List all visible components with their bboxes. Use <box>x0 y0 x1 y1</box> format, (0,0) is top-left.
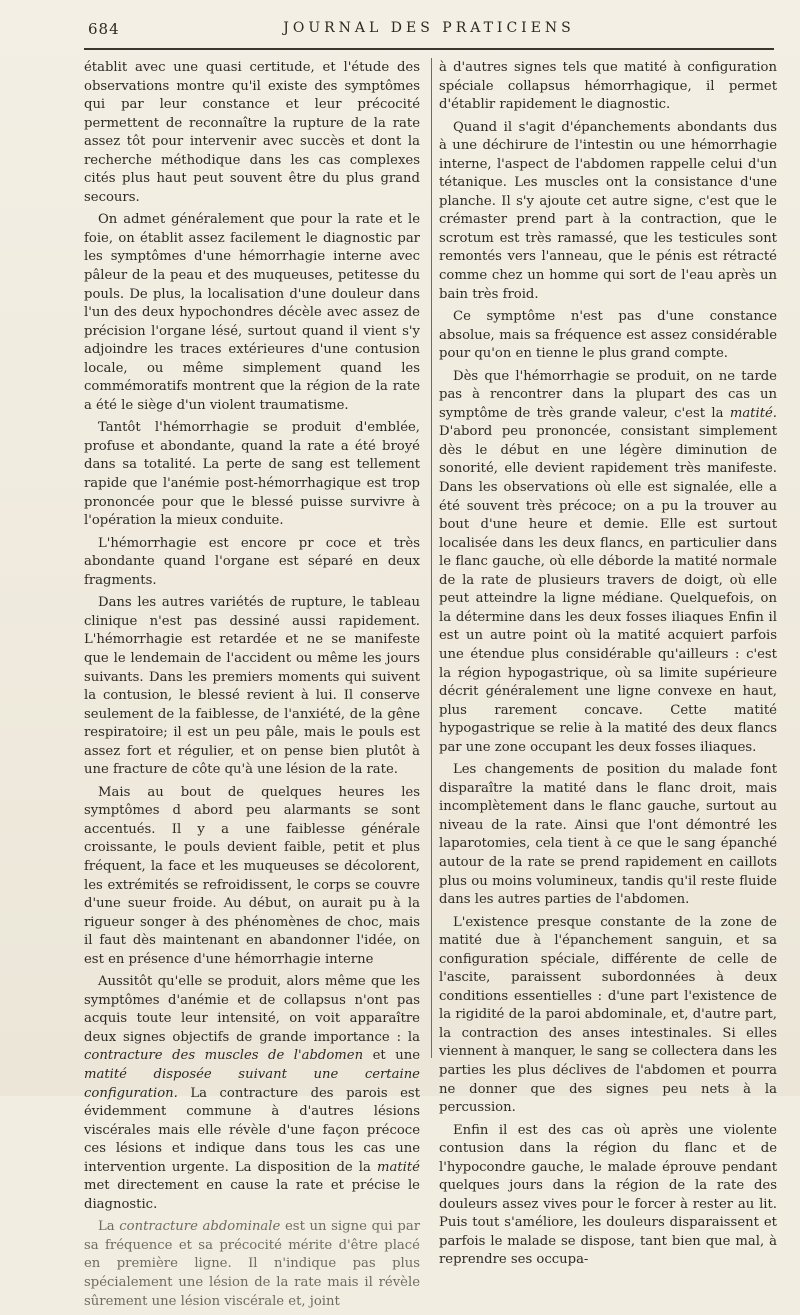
paragraph: L'hémorrhagie est encore pr coce et très abondante quand l'organe est séparé en deux fragments. <box>84 535 420 588</box>
header-rule <box>84 48 774 50</box>
page-number: 684 <box>88 20 120 38</box>
paragraph: L'existence presque constante de la zone de matité due à l'épanchement sanguin, et sa configuration spéciale, différente de celle de l'ascite, paraissent subordonnées à deux conditions essentielles : d'une part l'existence de la rigidité de la paroi abdominale, et, d'autre part, la contraction des anses intestinales. Si elles viennent à manquer, le sang se collectera dans les parties les plus déclives de l'abdomen et pourra ne donner que des signes peu nets à la percussion. <box>439 914 777 1116</box>
column-divider <box>431 58 432 1058</box>
paragraph: Dans les autres variétés de rupture, le tableau clinique n'est pas dessiné aussi rapidement. L'hémorrhagie est retardée et ne se manifeste que le lendemain de l'accident ou même les jours suivants. Dans les premiers moments qui suivent la contusion, le blessé revient à lui. Il conserve seulement de la faiblesse, de l'anxiété, de la gêne respiratoire; il est un peu pâle, mais le pouls est assez fort et régulier, et on pense bien plutôt à une fracture de côte qu'à une lésion de la rate. <box>84 595 420 778</box>
paragraph: Quand il s'agit d'épanchements abondants dus à une déchirure de l'intestin ou une hémorrhagie interne, l'aspect de l'abdomen rappelle celui d'un tétanique. Les muscles ont la consistance d'une planche. Il s'y ajoute cet autre signe, c'est que le crémaster prend part à la contraction, que le scrotum est très ramassé, que les testicules sont remontés vers l'anneau, que le pénis est rétracté comme chez un homme qui sort de l'eau après un bain très froid. <box>439 119 777 302</box>
left-column <box>84 59 420 1315</box>
paragraph: La contracture abdominale est un signe qui par sa fréquence et sa précocité mérite d'être placé en première ligne. Il n'indique pas plus spécialement une lésion de la rate mais il révèle sûrement une lésion viscérale et, joint <box>84 1219 420 1309</box>
paragraph: On admet généralement que pour la rate et le foie, on établit assez facilement le diagnostic par les symptômes d'une hémorrhagie interne avec pâleur de la peau et des muqueuses, petitesse du pouls. De plus, la localisation d'une douleur dans l'un des deux hypochondres décèle avec assez de précision l'organe lésé, surtout quand il vient s'y adjoindre les traces extérieures d'une contusion locale, ou même simplement quand les commémoratifs montrent que la région de la rate a été le siège d'un violent traumatisme. <box>84 212 420 413</box>
page-header <box>84 18 774 46</box>
paragraph: Dès que l'hémorrhagie se produit, on ne tarde pas à rencontrer dans la plupart des cas un symptôme de très grande valeur, c'est la matité. D'abord peu prononcée, consistant simplement dès le début en une légère diminution de sonorité, elle devient rapidement très manifeste. Dans les observations où elle est signalée, elle a été souvent très précoce; on a pu la trouver au bout d'une heure et demie. Elle est surtout localisée dans les deux flancs, en particulier dans le flanc gauche, où elle déborde la matité normale de la rate de plusieurs travers de doigt, où elle peut atteindre la ligne médiane. Quelquefois, on la détermine dans les deux fosses iliaques Enfin il est un autre point où la matité acquiert parfois une étendue plus considérable qu'ailleurs : c'est la région hypogastrique, où sa limite supérieure décrit généralement une ligne convexe en haut, plus rarement concave. Cette matité hypogastrique se relie à la matité des deux flancs par une zone occupant les deux fosses iliaques. <box>439 368 777 755</box>
paragraph: Enfin il est des cas où après une violente contusion dans la région du flanc et de l'hypocondre gauche, le malade éprouve pendant quelques jours dans la région de la rate des douleurs assez vives pour le forcer à rester au lit. Puis tout s'améliore, les douleurs disparaissent et parfois le malade se dispose, tant bien que mal, à reprendre ses occupa- <box>439 1122 777 1268</box>
running-title: JOURNAL DES PRATICIENS <box>283 20 575 36</box>
paragraph: Mais au bout de quelques heures les symptômes d abord peu alarmants se sont accentués. Il y a une faiblesse générale croissante, le pouls devient faible, petit et plus fréquent, la face et les muqueuses se décolorent, les extrémités se refroidissent, le corps se couvre d'une sueur froide. Au début, on aurait pu à la rigueur songer à des phénomènes de choc, mais il faut dès maintenant en abandonner l'idée, on est en présence d'une hémorrhagie interne <box>84 784 420 967</box>
paragraph: Tantôt l'hémorrhagie se produit d'emblée, profuse et abondante, quand la rate a été broyé dans sa totalité. La perte de sang est tellement rapide que l'anémie post-hémorrhagique est trop prononcée pour que le blessé puisse survivre à l'opération la mieux conduite. <box>84 420 420 529</box>
paragraph: Les changements de position du malade font disparaître la matité dans le flanc droit, mais incomplètement dans le flanc gauche, surtout au niveau de la rate. Ainsi que l'ont démontré les laparotomies, cela tient à ce que le sang épanché autour de la rate se prend rapidement en caillots plus ou moins volumineux, tandis qu'il reste fluide dans les autres parties de l'abdomen. <box>439 762 777 908</box>
paragraph: établit avec une quasi certitude, et l'étude des observations montre qu'il existe des symptômes qui par leur constance et leur précocité permettent de reconnaître la rupture de la rate assez tôt pour intervenir avec succès et dont la recherche méthodique dans les cas complexes cités plus haut peut souvent être du plus grand secours. <box>84 60 420 205</box>
right-column <box>439 59 777 1274</box>
paragraph: à d'autres signes tels que matité à configuration spéciale collapsus hémorrhagique, il permet d'établir rapidement le diagnostic. <box>439 60 777 113</box>
paragraph: Aussitôt qu'elle se produit, alors même que les symptômes d'anémie et de collapsus n'ont pas acquis toute leur intensité, on voit apparaître deux signes objectifs de grande importance : la contracture des muscles de l'abdomen et une matité disposée suivant une certaine configuration. La contracture des parois est évidemment commune à d'autres lésions viscérales mais elle révèle d'une façon précoce ces lésions et indique dans tous les cas une intervention urgente. La disposition de la matité met directement en cause la rate et précise le diagnostic. <box>84 974 421 1212</box>
paragraph: Ce symptôme n'est pas d'une constance absolue, mais sa fréquence est assez considérable pour qu'on en tienne le plus grand compte. <box>439 309 777 362</box>
